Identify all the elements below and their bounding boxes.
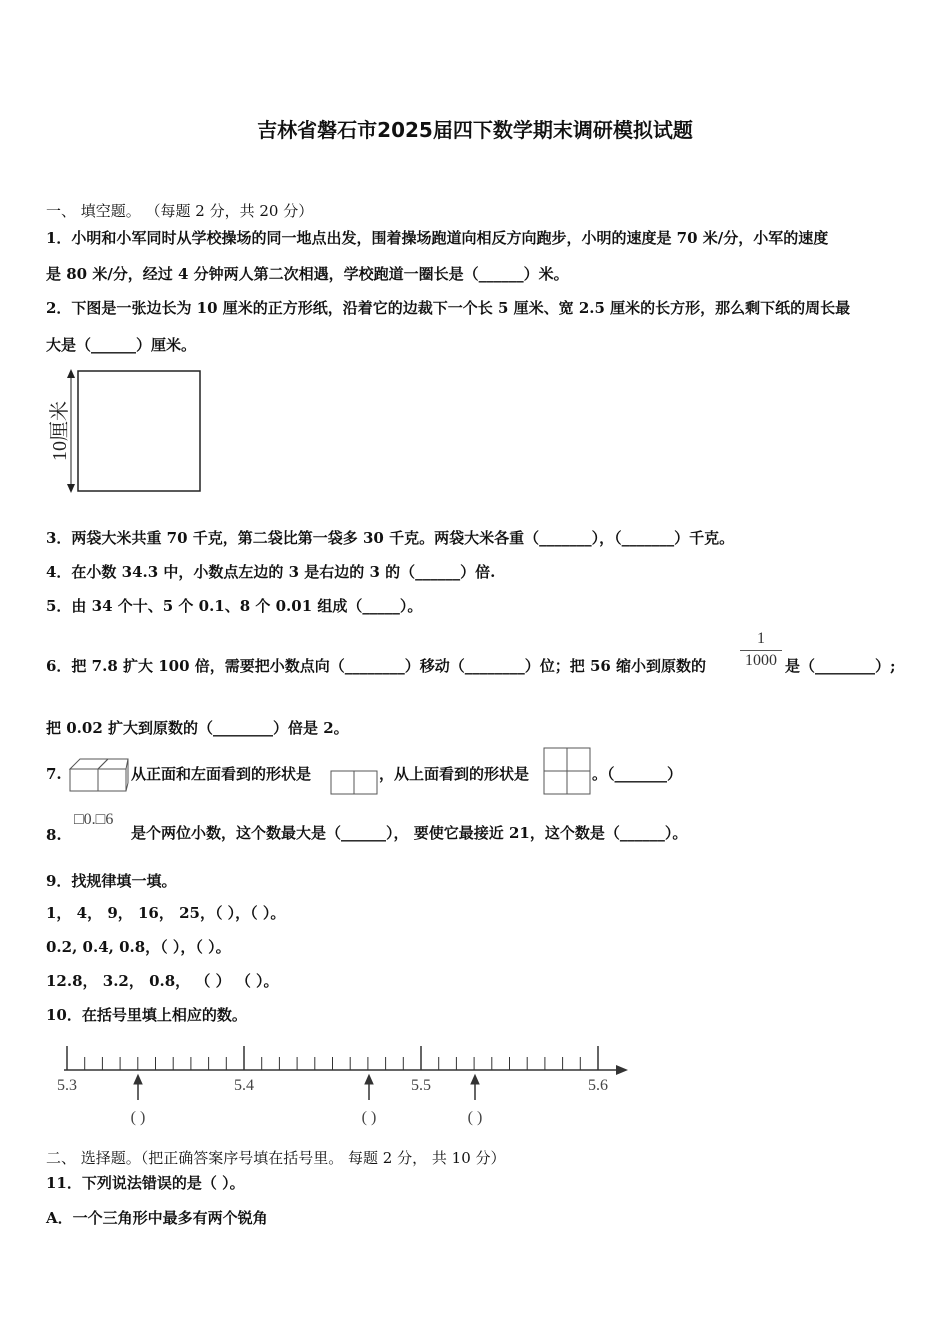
top-view-figure <box>543 747 591 795</box>
marker-arrowhead-1 <box>134 1075 142 1084</box>
tick-label: 5.6 <box>588 1077 608 1094</box>
tick-label: 5.4 <box>234 1077 254 1094</box>
answer-blank-3: ( ) <box>467 1109 483 1126</box>
q7-text2: ，从上面看到的形状是 <box>379 765 530 783</box>
number-line-arrowhead <box>616 1065 628 1075</box>
q4: 4．在小数 34.3 中，小数点左边的 3 是右边的 3 的（______）倍. <box>46 563 496 581</box>
page-title: 吉林省磐石市2025届四下数学期末调研模拟试题 <box>257 118 693 142</box>
q9-row3: 12.8， 3.2， 0.8， （ ） （ ）。 <box>46 972 279 990</box>
q9-row1: 1， 4， 9， 16， 25，（ ），（ ）。 <box>46 904 286 922</box>
front-view-figure <box>330 770 378 796</box>
square-side-label: 10厘米 <box>49 401 71 461</box>
q11-text: 11．下列说法错误的是（ ）。 <box>46 1174 245 1192</box>
square-figure <box>42 364 207 498</box>
answer-blank-2: ( ) <box>361 1109 377 1126</box>
q6-line2: 把 0.02 扩大到原数的（________）倍是 2。 <box>46 719 349 737</box>
section2-heading: 二、 选择题。（把正确答案序号填在括号里。 每题 2 分， 共 10 分） <box>46 1149 506 1167</box>
q3: 3．两袋大米共重 70 千克，第二袋比第一袋多 30 千克。两袋大米各重（_______），（_______）千克。 <box>46 529 735 547</box>
q7-text1: 从正面和左面看到的形状是 <box>131 765 312 783</box>
fraction-numerator: 1 <box>757 630 765 647</box>
fraction-denominator: 1000 <box>740 650 782 670</box>
q1-line1: 1．小明和小军同时从学校操场的同一地点出发，围着操场跑道向相反方向跑步，小明的速度是 70 米/分，小军的速度 <box>46 229 829 247</box>
q11-option-a: A．一个三角形中最多有两个锐角 <box>46 1209 268 1227</box>
q10-heading: 10．在括号里填上相应的数。 <box>46 1006 247 1024</box>
q7-text3: 。（_______） <box>592 765 683 783</box>
q1-line2: 是 80 米/分，经过 4 分钟两人第二次相遇，学校跑道一圈长是（______）米。 <box>46 265 569 283</box>
q6-part1: 6．把 7.8 扩大 100 倍，需要把小数点向（________）移动（________）位；把 56 缩小到原数的 <box>46 657 707 675</box>
q8-number: 8. <box>46 826 62 844</box>
q2-line2: 大是（______）厘米。 <box>46 336 197 354</box>
q8-text: 是个两位小数，这个数最大是（______）， 要使它最接近 21，这个数是（______）。 <box>131 824 688 842</box>
q5: 5．由 34 个十、5 个 0.1、8 个 0.01 组成（_____）。 <box>46 597 423 615</box>
q9-heading: 9．找规律填一填。 <box>46 872 177 890</box>
q9-row2: 0.2, 0.4, 0.8，（ ），（ ）。 <box>46 938 231 956</box>
answer-blank-1: ( ) <box>130 1109 146 1126</box>
q7-number: 7. <box>46 765 62 783</box>
q8-expression: □0.□6 <box>74 811 114 828</box>
marker-arrowhead-2 <box>365 1075 373 1084</box>
tick-label: 5.3 <box>57 1077 77 1094</box>
q6-fraction <box>740 630 782 670</box>
number-line <box>40 1038 640 1133</box>
cube-figure <box>68 753 130 793</box>
q2-line1: 2．下图是一张边长为 10 厘米的正方形纸，沿着它的边裁下一个长 5 厘米、宽 2.5 厘米的长方形，那么剩下纸的周长最 <box>46 299 851 317</box>
marker-arrowhead-3 <box>471 1075 479 1084</box>
tick-label: 5.5 <box>411 1077 431 1094</box>
q6-part2: 是（________）; <box>785 657 896 675</box>
section1-heading: 一、 填空题。 （每题 2 分，共 20 分） <box>46 202 314 220</box>
